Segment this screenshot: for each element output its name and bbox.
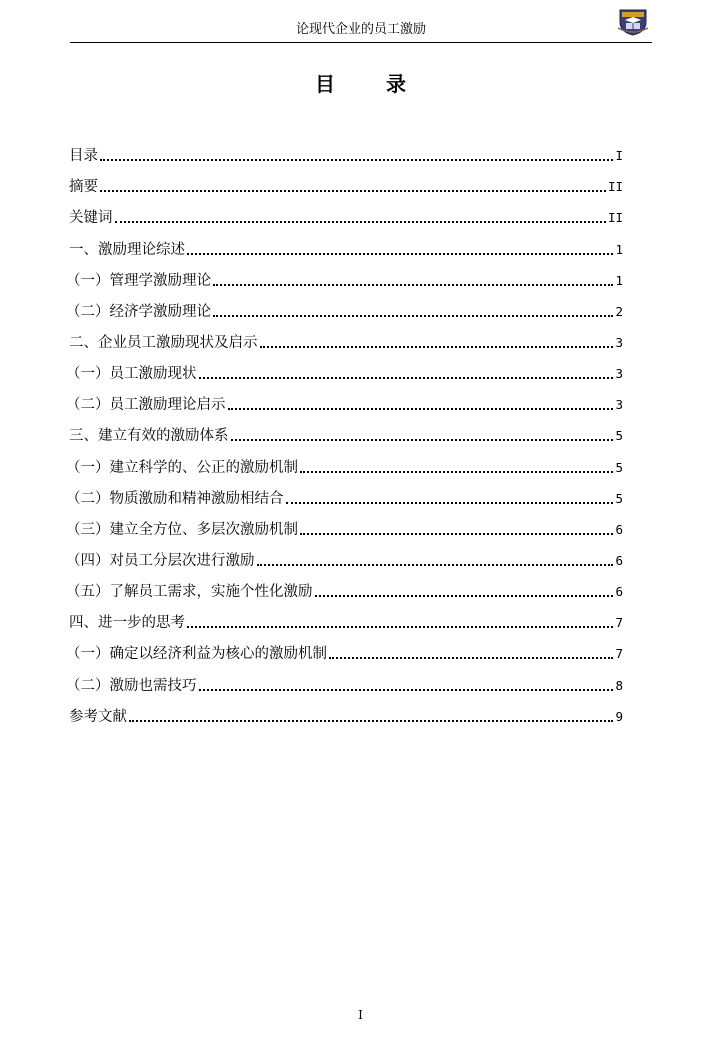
toc-dot-leader — [257, 564, 614, 566]
document-title: 目 录 — [315, 72, 428, 96]
toc-entry-page: 9 — [615, 708, 623, 724]
toc-entry-page: I — [615, 148, 623, 164]
toc-entry-label: 一、激励理论综述 — [69, 241, 185, 258]
toc-entry-label: 关键词 — [69, 210, 113, 227]
toc-entry[interactable] — [66, 510, 623, 541]
toc-entry-page: 1 — [615, 241, 623, 257]
toc-entry-label: （二）激励也需技巧 — [66, 677, 197, 694]
toc-entry[interactable] — [66, 665, 623, 696]
toc-entry-label: 二、企业员工激励现状及启示 — [69, 334, 258, 351]
toc-entry-label: （三）建立全方位、多层次激励机制 — [66, 521, 298, 538]
toc-entry[interactable] — [66, 541, 623, 572]
toc-dot-leader — [228, 408, 614, 410]
toc-entry-page: 7 — [615, 615, 623, 631]
toc-entry[interactable] — [66, 292, 623, 323]
toc-dot-leader — [100, 190, 606, 192]
toc-entry-page: II — [607, 179, 623, 195]
toc-entry-label: 四、进一步的思考 — [69, 615, 185, 632]
header-title: 论现代企业的员工激励 — [295, 22, 426, 37]
toc-entry[interactable] — [69, 603, 623, 634]
toc-dot-leader — [329, 657, 613, 659]
toc-entry-label: 目录 — [69, 148, 98, 165]
toc-entry-page: 5 — [615, 428, 623, 444]
toc-entry-label: 参考文献 — [69, 708, 127, 725]
toc-entry-label: （一）建立科学的、公正的激励机制 — [66, 459, 298, 476]
toc-dot-leader — [187, 626, 613, 628]
toc-entry-label: （二）员工激励理论启示 — [66, 397, 226, 414]
toc-entry[interactable] — [69, 198, 623, 229]
toc-entry[interactable] — [66, 261, 623, 292]
toc-entry[interactable] — [69, 167, 623, 198]
toc-entry-label: （一）确定以经济利益为核心的激励机制 — [66, 646, 327, 663]
toc-dot-leader — [213, 284, 613, 286]
toc-entry-page: 6 — [615, 552, 623, 568]
toc-dot-leader — [199, 689, 614, 691]
page-number: I — [358, 1008, 363, 1022]
toc-entry-page: 3 — [615, 397, 623, 413]
toc-entry-label: （四）对员工分层次进行激励 — [66, 552, 255, 569]
toc-entry-page: 2 — [615, 303, 623, 319]
toc-dot-leader — [100, 159, 613, 161]
toc-entry-page: 8 — [615, 677, 623, 693]
toc-entry-page: 7 — [615, 646, 623, 662]
toc-entry-page: 3 — [615, 366, 623, 382]
toc-dot-leader — [286, 502, 614, 504]
toc-entry-label: （一）管理学激励理论 — [66, 272, 211, 289]
toc-entry[interactable] — [69, 697, 623, 728]
toc-entry-label: （五）了解员工需求，实施个性化激励 — [66, 584, 313, 601]
toc-entry[interactable] — [66, 634, 623, 665]
toc-entry-label: （二）经济学激励理论 — [66, 303, 211, 320]
toc-dot-leader — [213, 315, 613, 317]
toc-dot-leader — [300, 471, 613, 473]
toc-dot-leader — [115, 221, 606, 223]
toc-dot-leader — [187, 253, 613, 255]
toc-dot-leader — [129, 720, 613, 722]
toc-entry-label: 三、建立有效的激励体系 — [69, 428, 229, 445]
toc-entry-page: 5 — [615, 490, 623, 506]
toc-entry-label: 摘要 — [69, 179, 98, 196]
toc-entry[interactable] — [66, 447, 623, 478]
toc-entry-page: 6 — [615, 521, 623, 537]
page-header — [70, 18, 652, 43]
toc-dot-leader — [300, 533, 613, 535]
toc-entry[interactable] — [66, 385, 623, 416]
toc-dot-leader — [199, 377, 614, 379]
toc-entry-page: 3 — [615, 334, 623, 350]
toc-entry-label: （二）物质激励和精神激励相结合 — [66, 490, 284, 507]
toc-entry[interactable] — [66, 354, 623, 385]
university-crest-icon — [616, 6, 650, 36]
toc-entry-label: （一）员工激励现状 — [66, 366, 197, 383]
toc-entry[interactable] — [69, 136, 623, 167]
toc-entry[interactable] — [69, 229, 623, 260]
table-of-contents — [66, 136, 623, 728]
toc-entry-page: 1 — [615, 272, 623, 288]
toc-entry-page: 6 — [615, 584, 623, 600]
toc-entry-page: 5 — [615, 459, 623, 475]
toc-entry-page: II — [607, 210, 623, 226]
toc-entry[interactable] — [66, 572, 623, 603]
toc-entry[interactable] — [66, 479, 623, 510]
toc-dot-leader — [315, 595, 614, 597]
toc-dot-leader — [231, 439, 614, 441]
toc-entry[interactable] — [69, 416, 623, 447]
toc-entry[interactable] — [69, 323, 623, 354]
toc-dot-leader — [260, 346, 614, 348]
